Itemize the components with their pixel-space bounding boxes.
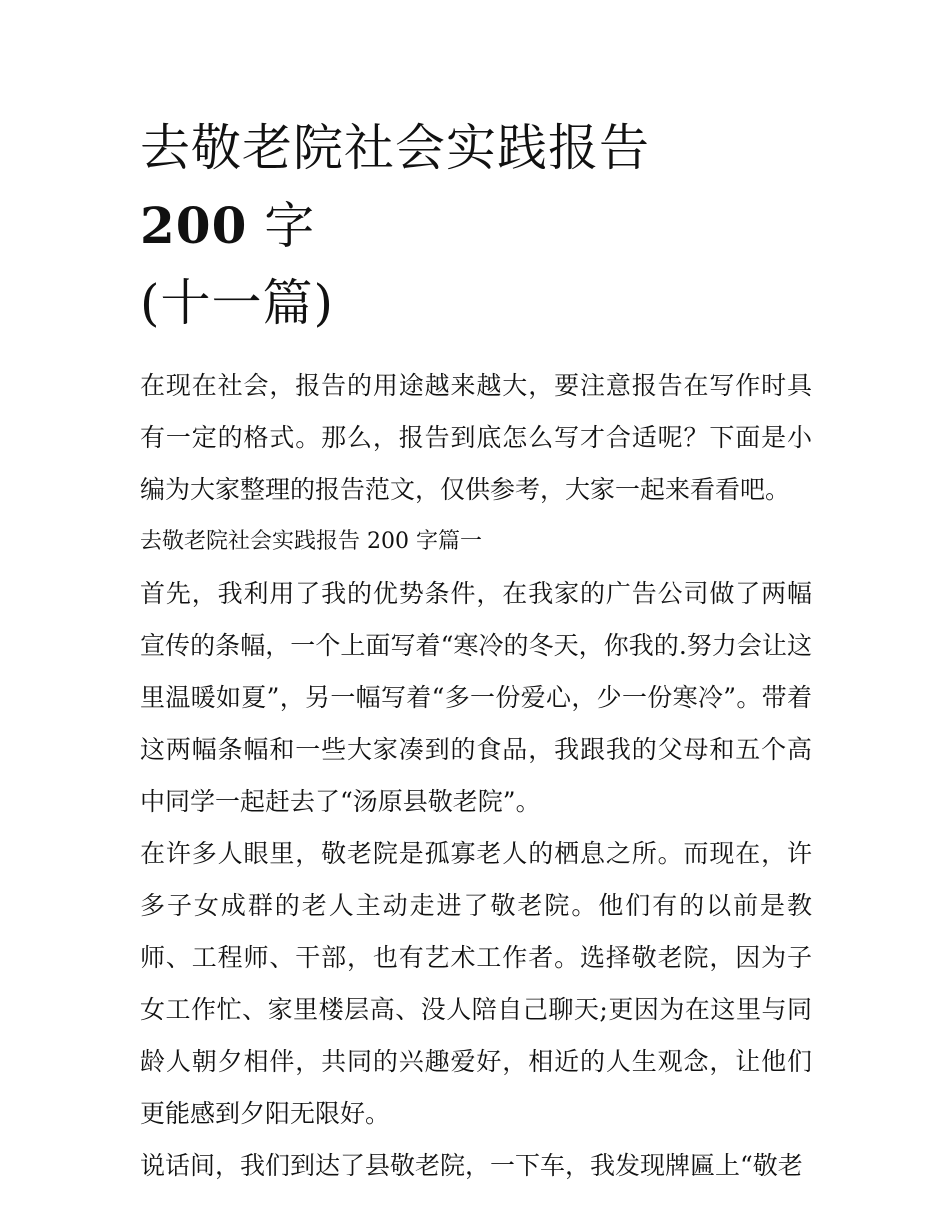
body-paragraph-1: 首先，我利用了我的优势条件，在我家的广告公司做了两幅宣传的条幅，一个上面写着“寒冷的冬天，你我的.努力会让这里温暖如夏”，另一幅写着“多一份爱心，少一份寒冷”。带着这两幅条幅和一些大家凑到的食品，我跟我的父母和五个高中同学一起赶去了“汤原县敬老院”。 — [140, 579, 812, 816]
body-paragraph-2: 在许多人眼里，敬老院是孤寡老人的栖息之所。而现在，许多子女成群的老人主动走进了敬老院。他们有的以前是教师、工程师、干部，也有艺术工作者。选择敬老院，因为子女工作忙、家里楼层高、没人陪自己聊天;更因为在这里与同龄人朝夕相伴，共同的兴趣爱好，相近的人生观念，让他们更能感到夕阳无限好。 — [140, 839, 812, 1128]
body-paragraph-3: 说话间，我们到达了县敬老院，一下车，我发现牌匾上“敬老 — [140, 1151, 803, 1180]
document-title — [140, 110, 812, 342]
section-heading: 去敬老院社会实践报告 200 字篇一 — [140, 529, 482, 554]
document-body — [140, 360, 812, 1192]
intro-paragraph: 在现在社会，报告的用途越来越大，要注意报告在写作时具有一定的格式。那么，报告到底怎么写才合适呢？下面是小编为大家整理的报告范文，仅供参考，大家一起来看看吧。 — [140, 371, 812, 504]
title-number: 200 — [140, 196, 248, 255]
document-page — [140, 110, 812, 1192]
title-subtitle: (十一篇) — [140, 274, 335, 332]
title-text: 去敬老院社会实践报告 — [140, 119, 650, 177]
title-unit: 字 — [264, 197, 316, 255]
